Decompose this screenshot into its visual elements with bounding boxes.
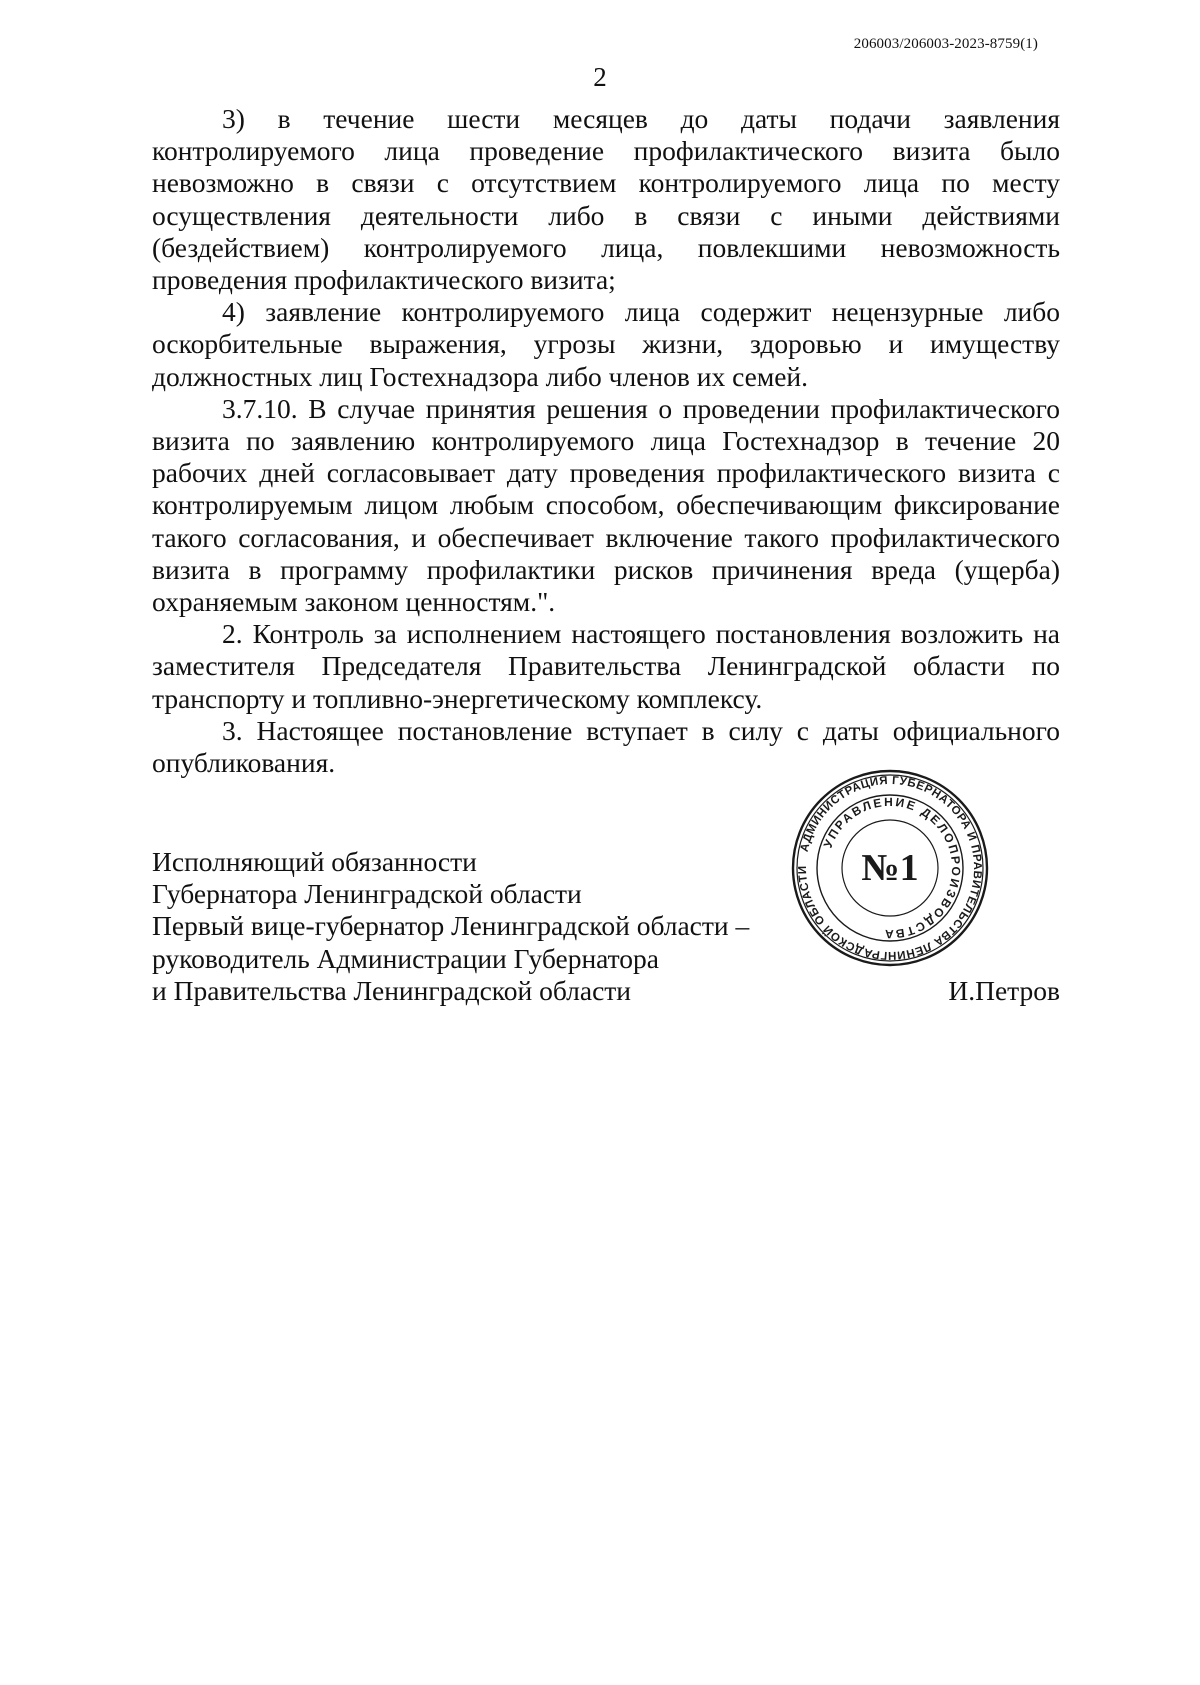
svg-text:АДМИНИСТРАЦИЯ ГУБЕРНАТОРА И ПР: АДМИНИСТРАЦИЯ ГУБЕРНАТОРА И ПРАВИТЕЛЬСТВА ЛЕНИНГРАДСКОЙ ОБЛАСТИ bbox=[796, 774, 984, 962]
paragraph-3-7-10: 3.7.10. В случае принятия решения о проведении профилактического визита по заявлению контролируемого лица Гостехнадзор в течение 20 рабочих дней согласовывает дату проведения профилактического визита с контролируемым лицом любым способом, обеспечивающим фиксирование такого согласования, и обеспечивает включение такого профилактического визита в программу профилактики рисков причинения вреда (ущерба) охраняемым законом ценностям.". bbox=[152, 392, 1060, 618]
document-id: 206003/206003-2023-8759(1) bbox=[853, 36, 1038, 52]
signature-line: Губернатора Ленинградской области bbox=[152, 878, 582, 910]
official-seal bbox=[790, 768, 990, 968]
signer-name: И.Петров bbox=[948, 975, 1060, 1006]
page-number: 2 bbox=[593, 62, 607, 92]
signature-line: Первый вице-губернатор Ленинградской области – bbox=[152, 910, 750, 942]
document-body bbox=[152, 103, 1060, 779]
signature-line: руководитель Администрации Губернатора bbox=[152, 942, 660, 974]
paragraph-effective-date: 3. Настоящее постановление вступает в силу с даты официального опубликования. bbox=[152, 714, 1060, 779]
paragraph-item-4: 4) заявление контролируемого лица содержит нецензурные либо оскорбительные выражения, угрозы жизни, здоровью и имуществу должностных лиц Гостехнадзора либо членов их семей. bbox=[152, 296, 1060, 392]
paragraph-item-3: 3) в течение шести месяцев до даты подачи заявления контролируемого лица проведение профилактического визита было невозможно в связи с отсутствием контролируемого лица по месту осуществления деятельности либо в связи с иными действиями (бездействием) контролируемого лица, повлекшими невозможность проведения профилактического визита; bbox=[152, 103, 1060, 296]
signature-line: Исполняющий обязанности bbox=[152, 846, 477, 877]
seal-number: №1 bbox=[861, 847, 919, 889]
svg-text:УПРАВЛЕНИЕ ДЕЛОПРОИЗВОДСТВА: УПРАВЛЕНИЕ ДЕЛОПРОИЗВОДСТВА bbox=[820, 794, 964, 942]
paragraph-control: 2. Контроль за исполнением настоящего постановления возложить на заместителя Председателя Правительства Ленинградской области по транспорту и топливно-энергетическому комплексу. bbox=[152, 618, 1060, 714]
signature-line: и Правительства Ленинградской области bbox=[152, 974, 632, 1006]
